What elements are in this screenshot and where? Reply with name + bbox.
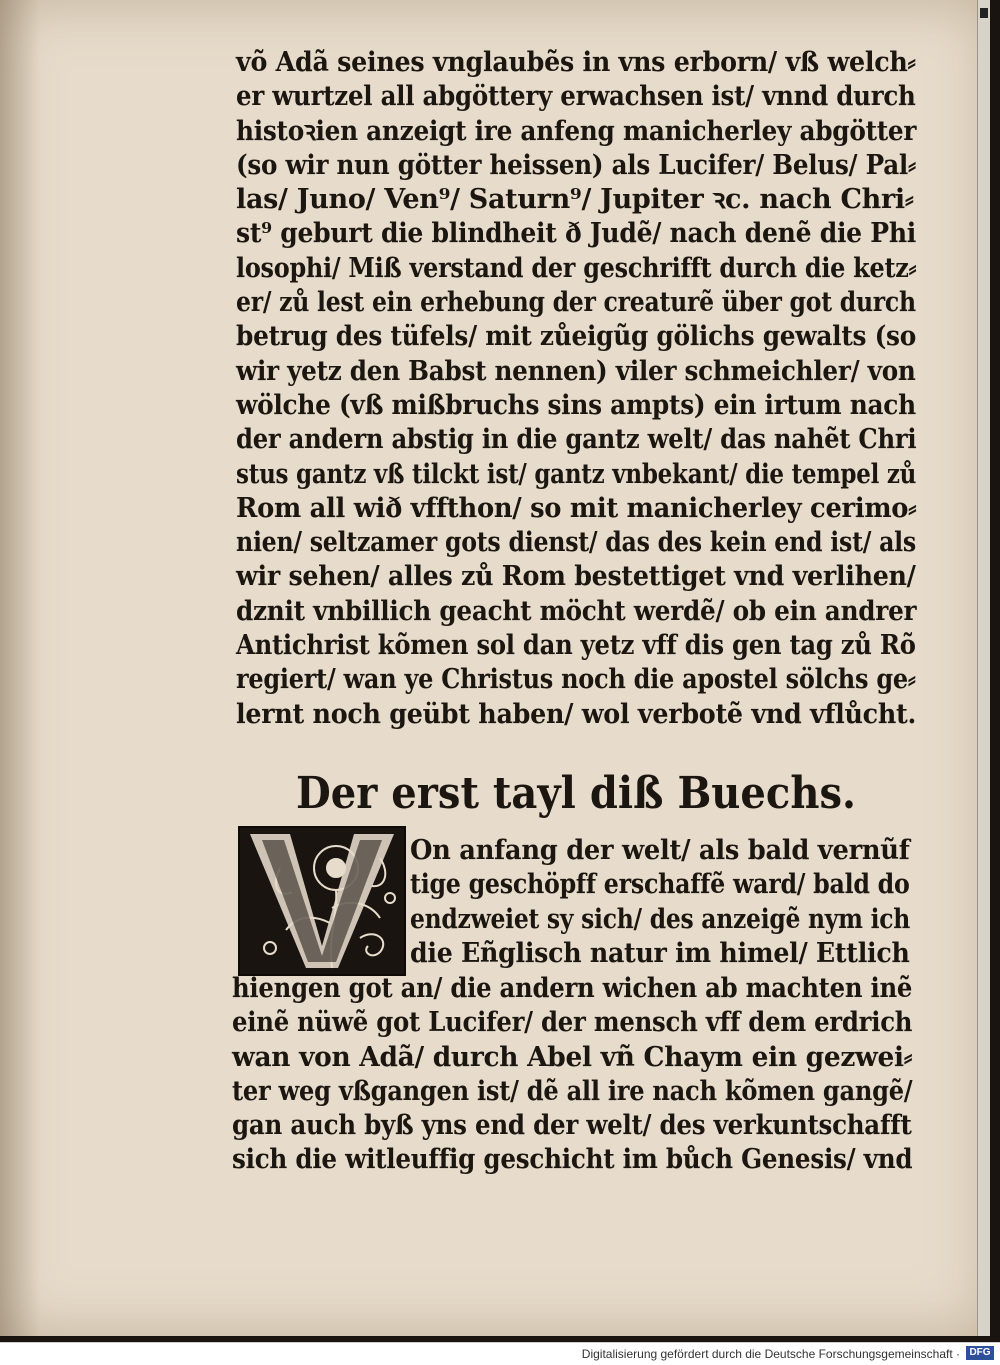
- text-line: er/ zů lest ein erhebung der creaturẽ über got durch: [236, 287, 916, 319]
- text-line: betrug des tüfels/ mit zůeigũg gölichs gewalts (so: [236, 321, 916, 353]
- text-line: stus gantz vß tilckt ist/ gantz vnbekant/ die tempel zů: [236, 458, 917, 490]
- text-line: lernt noch geübt haben/ wol verbotẽ vnd vflůcht.: [236, 698, 917, 730]
- text-line: Rom all wið vffthon/ so mit manicherley cerimo⸗: [236, 492, 917, 524]
- text-line: regiert/ wan ye Christus noch die apostel sölchs ge⸗: [236, 664, 916, 696]
- footer-bar: [0, 1342, 1000, 1365]
- text-line: hiengen got an/ die andern wichen ab machten inẽ: [232, 973, 913, 1004]
- text-line: Antichrist kõmen sol dan yetz vff dis gen tag zů Rõ: [236, 630, 916, 662]
- text-line: histoꝛien anzeigt ire anfeng manicherley abgötter: [236, 115, 917, 147]
- text-line: gan auch byß yns end der welt/ des verkuntschafft: [232, 1110, 912, 1142]
- initial-section-text: [410, 834, 910, 971]
- funding-notice: Digitalisierung gefördert durch die Deutsche Forschungsgemeinschaft ·: [581, 1347, 960, 1361]
- scan-corner-mark: [980, 8, 988, 18]
- text-line: nien/ seltzamer gots dienst/ das des kein end ist/ als: [236, 527, 916, 559]
- text-line: dznit vnbillich geacht möcht werdẽ/ ob ein andrer: [236, 595, 917, 627]
- text-line: ter weg vßgangen ist/ dẽ all ire nach kõmen gangẽ/: [232, 1075, 913, 1107]
- text-line: wir yetz den Babst nennen) viler schmeichler/ von: [236, 355, 916, 387]
- text-line: einẽ nüwẽ got Lucifer/ der mensch vff dem erdrich: [232, 1007, 913, 1039]
- text-line: der andern abstig in die gantz welt/ das nahẽt Chri: [236, 424, 917, 456]
- decorated-initial-v: [238, 826, 406, 976]
- main-text-block: [236, 46, 916, 732]
- text-line: tige geschöpff erschaffẽ ward/ bald do: [410, 869, 910, 901]
- text-line: er wurtzel all abgöttery erwachsen ist/ vnnd durch: [236, 81, 916, 113]
- text-line: wan von Adã/ durch Abel vñ Chaym ein gezwei⸗: [232, 1041, 913, 1073]
- woodcut-initial-icon: [240, 828, 404, 974]
- text-line: wölche (vß mißbruchs sins ampts) ein irtum nach: [236, 389, 916, 421]
- text-line: võ Adã seines vnglaubẽs in vns erborn/ vß welch⸗: [236, 47, 916, 78]
- dfg-logo-icon: DFG: [966, 1346, 994, 1360]
- text-line: (so wir nun götter heissen) als Lucifer/ Belus/ Pal⸗: [236, 149, 916, 181]
- scan-edge-strip: [977, 0, 990, 1336]
- text-line: die Eñglisch natur im himel/ Ettlich: [410, 937, 910, 969]
- text-line: losophi/ Miß verstand der geschrifft durch die ketz⸗: [236, 252, 917, 284]
- page-edge-shadow: [0, 0, 40, 1336]
- text-line: sich die witleuffig geschicht im bůch Genesis/ vnd: [232, 1144, 913, 1176]
- continued-text-block: [232, 972, 912, 1178]
- text-line: las/ Juno/ Ven⁹/ Saturn⁹/ Jupiter ꝛc. nach Chri⸗: [236, 184, 914, 216]
- text-line: endzweiet sy sich/ des anzeigẽ nym ich: [410, 903, 911, 935]
- section-heading: Der erst tayl diß Buechs.: [296, 768, 856, 819]
- text-line: On anfang der welt/ als bald vernũf: [410, 835, 910, 866]
- text-line: st⁹ geburt die blindheit ð Judẽ/ nach denẽ die Phi: [236, 218, 917, 250]
- text-line: wir sehen/ alles zů Rom bestettiget vnd verlihen/: [236, 561, 916, 593]
